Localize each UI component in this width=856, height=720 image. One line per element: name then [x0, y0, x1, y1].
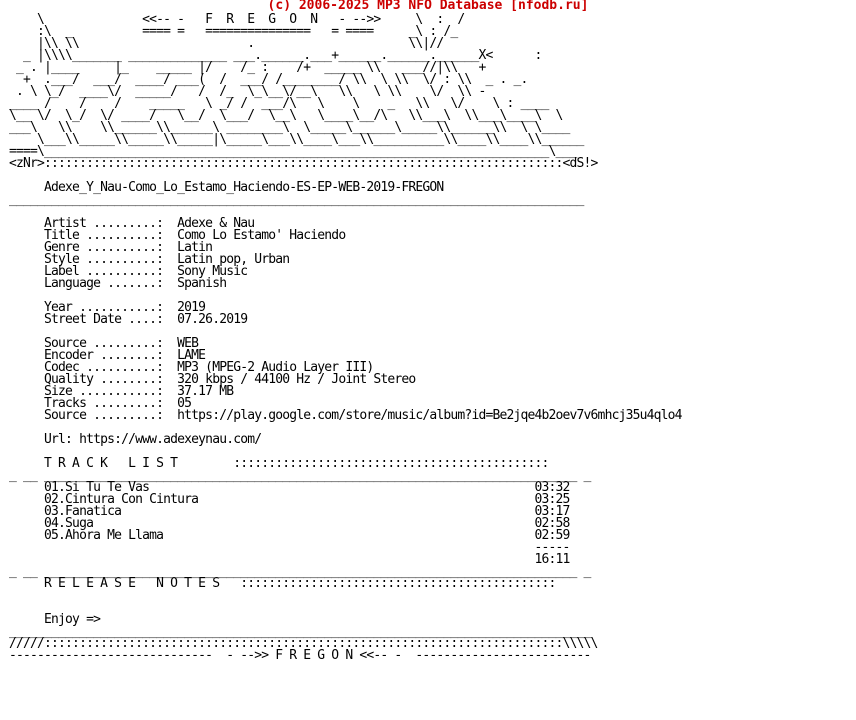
copyright-banner: (c) 2006-2025 MP3 NFO Database [nfodb.ru] — [267, 0, 589, 13]
nfo-text-block: \ <<-- - F R E G O N - -->> \ : / :\ _ ==== = =============== = ==== _\ : /_ |\\ \\ . \\|// _ |\\\\_______ ______________ ___.______.___+______.______.______X< : _ . |____ |_ _____ |/ /_ : /+ _____ \\ ___//|\\ + + .___/ ___/ ____/ ___( / ___/ /________/ \\ \ \\ \/ : \\ _ . _. . \ \_/ ____\/ _____/ / /_ \_\__\/__\ \\ \ \\ \/ \\ - ____ / / / _____ \ _/ / ___/\ \ \ _ \\ \/ \ : ____ \__ \/ \_/ \/ ____/ \__/ \___/ \__\ \____\__/\ \\___\ \\___\____\ \ ___\ \\ \\______\\______\ ________\ \_____\______\_____\\______\\ \ \____ \___\\_____\\_____\\_____|\_____\___\\____\___\\__________\\____\\____\\______ ====\________________________________________________________________________\___ <zNr>::::::::::::::::::::::::::::::::::::::::::::::::::::::::::::::::::::::::::<dS!> Adexe_Y_Nau-Como_Lo_Estamo_Haciendo-ES-EP-WEB-2019-FREGON __________________________________________________________________________________ Artist .........: Adexe & Nau Title ..........: Como Lo Estamo' Haciendo Genre ..........: Latin Style ..........: Latin pop, Urban Label ..........: Sony Music Language .......: Spanish Year ...........: 2019 Street Date ....: 07.26.2019 Source .........: WEB Encoder ........: LAME Codec ..........: MP3 (MPEG-2 Audio Layer III) Quality ........: 320 kbps / 44100 Hz / Joint Stereo Size ...........: 37.17 MB Tracks .........: 05 Source .........: https://play.google.com/store/music/album?id=Be2jqe4b2oev7v6mhcj35u4qlo4 Url: https://www.adexeynau.com/ T R A C K L I S T ::::::::::::::::::::::::::::::::::::::::::::: _ __ ____________________________________________________________________________ _ 01.Si Tu Te Vas 03:32 02.Cintura Con Cintura 03:25 03.Fanatica 03:17 04.Suga 02:58 05.Ahora Me Llama 02:59 ----- 16:11 _ __ ____________________________________________________________________________ _ R E L E A S E N O T E S ::::::::::::::::::::::::::::::::::::::::::::: Enjoy => ___________________________________________________________________________________ /////::::::::::::::::::::::::::::::::::::::::::::::::::::::::::::::::::::::::::\\\\\ ----------------------------- - -->> F R E G O N <<-- - ------------------------- — [9, 12, 682, 663]
